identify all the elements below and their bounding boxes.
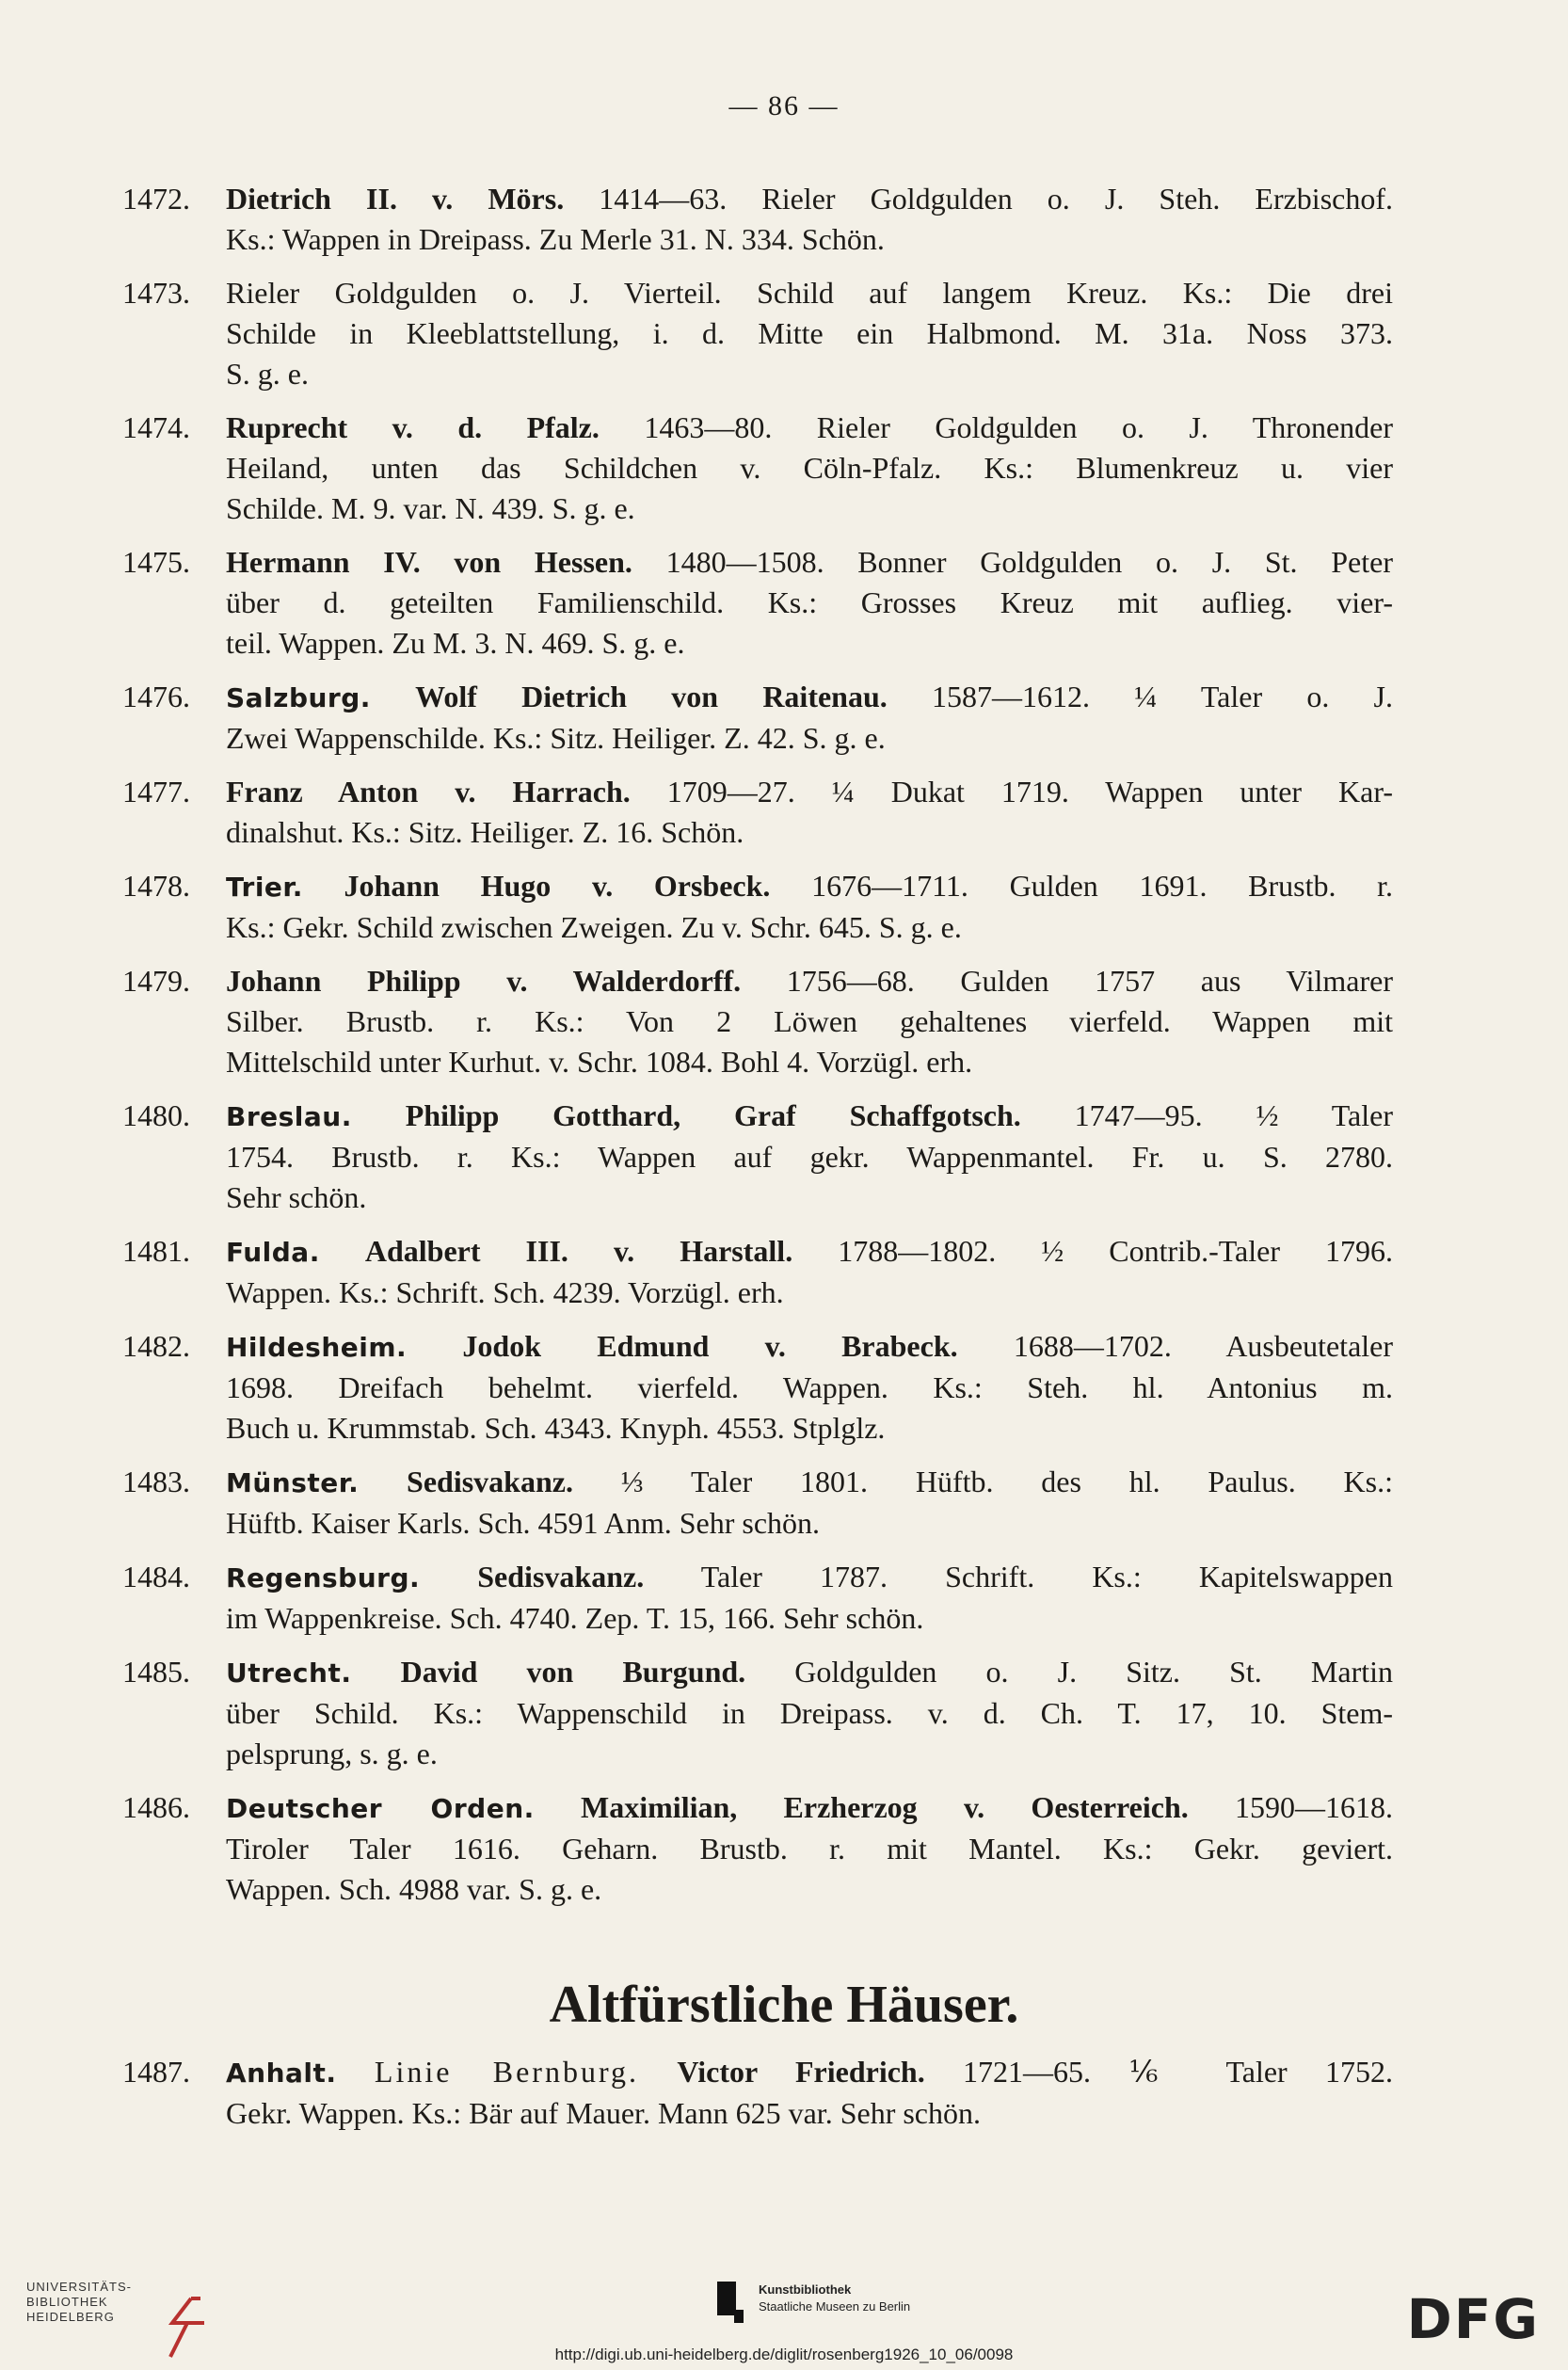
entry-ruler: Philipp Gotthard, Graf Schaffgotsch. xyxy=(405,1098,1021,1132)
entry-segment: Goldgulden o. J. Sitz. St. Martin xyxy=(745,1655,1394,1689)
entry-segment: 1414—63. Rieler Goldgulden o. J. Steh. Erzbischof. xyxy=(564,182,1394,216)
entry-segment: Sehr schön. xyxy=(226,1180,367,1214)
entry-ruler: Dietrich II. v. Mörs. xyxy=(226,182,565,216)
entry-ruler: Victor Friedrich. xyxy=(677,2055,925,2089)
kunstbibliothek-logo[interactable] xyxy=(717,2280,981,2327)
catalogue-entry xyxy=(122,1462,1393,1544)
entry-line xyxy=(226,866,1393,907)
entry-place: Hildesheim. xyxy=(226,1332,408,1363)
entry-line xyxy=(226,2052,1393,2093)
entry-segment: Silber. Brustb. r. Ks.: Von 2 Löwen gehaltenes vierfeld. Wappen mit xyxy=(226,1004,1393,1038)
entry-segment: Zwei Wappenschilde. Ks.: Sitz. Heiliger. Z. 42. S. g. e. xyxy=(226,721,886,755)
entry-ruler: Wolf Dietrich von Raitenau. xyxy=(415,680,888,713)
entry-segment: Mittelschild unter Kurhut. v. Schr. 1084. Bohl 4. Vorzügl. erh. xyxy=(226,1045,973,1079)
catalogue-entry xyxy=(122,1787,1393,1910)
entry-line xyxy=(226,718,1393,759)
entry-segment: über d. geteilten Familienschild. Ks.: Grosses Kreuz mit auflieg. vier- xyxy=(226,585,1393,619)
entry-line xyxy=(226,1598,1393,1639)
entry-text xyxy=(226,1096,1393,1218)
entry-segment: 1709—27. ¼ Dukat 1719. Wappen unter Kar- xyxy=(630,775,1394,809)
uni-line: HEIDELBERG xyxy=(26,2310,115,2324)
entry-line xyxy=(226,583,1393,623)
entry-line xyxy=(226,1326,1393,1368)
entry-segment: pelsprung, s. g. e. xyxy=(226,1737,438,1770)
entry-segment: Buch u. Krummstab. Sch. 4343. Knyph. 4553. Stplglz. xyxy=(226,1411,886,1445)
dfg-logo[interactable]: DFG xyxy=(1406,2287,1540,2351)
entry-text xyxy=(226,1462,1393,1544)
entry-line xyxy=(226,1503,1393,1544)
entry-line xyxy=(226,1462,1393,1503)
entry-line xyxy=(226,1231,1393,1273)
entry-ruler: Hermann IV. von Hessen. xyxy=(226,545,632,579)
entry-segment: Hüftb. Kaiser Karls. Sch. 4591 Anm. Sehr schön. xyxy=(226,1506,821,1540)
entry-line xyxy=(226,961,1393,1001)
entry-number: 1475. xyxy=(122,545,190,579)
entry-place: Breslau. xyxy=(226,1101,352,1132)
entry-ruler: David von Burgund. xyxy=(400,1655,746,1689)
entry-line xyxy=(226,907,1393,948)
entry-segment: ⅓ Taler 1801. Hüftb. des hl. Paulus. Ks.: xyxy=(572,1465,1394,1498)
entry-segment: 1676—1711. Gulden 1691. Brustb. r. xyxy=(770,869,1394,903)
entry-text xyxy=(226,677,1393,759)
entry-line xyxy=(226,2093,1393,2134)
entry-segment: 1747—95. ½ Taler xyxy=(1020,1098,1394,1132)
entry-segment xyxy=(639,2055,677,2089)
entry-ruler: Johann Hugo v. Orsbeck. xyxy=(344,869,771,903)
catalogue-entry xyxy=(122,408,1393,529)
entry-line xyxy=(226,1001,1393,1042)
entry-line xyxy=(226,1869,1393,1910)
entry-number: 1483. xyxy=(122,1465,190,1498)
entry-segment: 1756—68. Gulden 1757 aus Vilmarer xyxy=(741,964,1394,998)
entry-text xyxy=(226,179,1393,260)
entry-segment: dinalshut. Ks.: Sitz. Heiliger. Z. 16. Schön. xyxy=(226,815,744,849)
entry-spaced: Linie Bernburg. xyxy=(374,2055,640,2089)
entry-text xyxy=(226,1231,1393,1313)
entry-line xyxy=(226,448,1393,488)
entry-segment: 1688—1702. Ausbeutetaler xyxy=(957,1329,1394,1363)
entry-ruler: Jodok Edmund v. Brabeck. xyxy=(462,1329,958,1363)
entry-segment: im Wappenkreise. Sch. 4740. Zep. T. 15, 166. Sehr schön. xyxy=(226,1601,924,1635)
source-url[interactable]: http://digi.ub.uni-heidelberg.de/diglit/rosenberg1926_10_06/0098 xyxy=(554,2346,1014,2363)
entry-segment: 1590—1618. xyxy=(1188,1790,1394,1824)
entry-line xyxy=(226,1652,1393,1693)
entry-line xyxy=(226,677,1393,718)
entry-place: Deutscher Orden. xyxy=(226,1793,535,1824)
entry-segment: S. g. e. xyxy=(226,357,309,391)
entry-line xyxy=(226,313,1393,354)
entry-number: 1476. xyxy=(122,680,190,713)
catalogue-entries xyxy=(122,179,1393,1923)
entry-line xyxy=(226,354,1393,394)
uni-line: BIBLIOTHEK xyxy=(26,2295,108,2309)
entry-text xyxy=(226,2052,1393,2134)
entry-segment: 1587—1612. ¼ Taler o. J. xyxy=(887,680,1394,713)
entry-segment: teil. Wappen. Zu M. 3. N. 469. S. g. e. xyxy=(226,626,685,660)
entry-ruler: Sedisvakanz. xyxy=(407,1465,573,1498)
entry-line xyxy=(226,179,1393,219)
entry-line xyxy=(226,219,1393,260)
entry-place: Trier. xyxy=(226,872,303,903)
entry-segment: 1463—80. Rieler Goldgulden o. J. Thronender xyxy=(599,410,1394,444)
catalogue-entry xyxy=(122,1326,1393,1449)
catalogue-entry xyxy=(122,772,1393,853)
entry-line xyxy=(226,812,1393,853)
entry-place: Münster. xyxy=(226,1467,360,1498)
entry-segment xyxy=(420,1560,477,1593)
kb-subtitle: Staatliche Museen zu Berlin xyxy=(759,2299,911,2314)
entry-text xyxy=(226,772,1393,853)
university-library-logo[interactable] xyxy=(26,2280,215,2336)
entry-segment: Wappen. Ks.: Schrift. Sch. 4239. Vorzügl. erh. xyxy=(226,1275,784,1309)
entry-segment xyxy=(535,1790,581,1824)
entry-line xyxy=(226,1042,1393,1082)
entry-text xyxy=(226,408,1393,529)
entry-place: Salzburg. xyxy=(226,682,371,713)
entry-segment xyxy=(352,1098,406,1132)
entry-segment: Schilde in Kleeblattstellung, i. d. Mitte ein Halbmond. M. 31a. Noss 373. xyxy=(226,316,1393,350)
kunstbibliothek-emblem-icon xyxy=(717,2282,744,2323)
entry-number: 1481. xyxy=(122,1234,190,1268)
catalogue-entry xyxy=(122,1557,1393,1639)
entry-line xyxy=(226,1096,1393,1137)
entry-segment: Ks.: Wappen in Dreipass. Zu Merle 31. N. 334. Schön. xyxy=(226,222,885,256)
catalogue-entry xyxy=(122,2052,1393,2134)
entry-text xyxy=(226,1326,1393,1449)
entry-text xyxy=(226,542,1393,664)
entry-line xyxy=(226,772,1393,812)
catalogue-entry xyxy=(122,866,1393,948)
entry-line xyxy=(226,488,1393,529)
entry-number: 1479. xyxy=(122,964,190,998)
entry-number: 1478. xyxy=(122,869,190,903)
entry-segment: Gekr. Wappen. Ks.: Bär auf Mauer. Mann 625 var. Sehr schön. xyxy=(226,2096,981,2130)
entry-segment xyxy=(303,869,344,903)
entry-segment xyxy=(351,1655,400,1689)
entry-line xyxy=(226,542,1393,583)
entry-number: 1482. xyxy=(122,1329,190,1363)
catalogue-entry xyxy=(122,1231,1393,1313)
catalogue-entry xyxy=(122,542,1393,664)
catalogue-entry xyxy=(122,273,1393,394)
entry-segment: Heiland, unten das Schildchen v. Cöln-Pfalz. Ks.: Blumenkreuz u. vier xyxy=(226,451,1393,485)
entry-segment: 1754. Brustb. r. Ks.: Wappen auf gekr. Wappenmantel. Fr. u. S. 2780. xyxy=(226,1140,1393,1174)
entry-text xyxy=(226,961,1393,1082)
entry-segment: 1480—1508. Bonner Goldgulden o. J. St. Peter xyxy=(632,545,1393,579)
entry-place: Utrecht. xyxy=(226,1657,352,1689)
entry-line xyxy=(226,623,1393,664)
entry-number: 1474. xyxy=(122,410,190,444)
entry-line xyxy=(226,1787,1393,1829)
entry-text xyxy=(226,1652,1393,1774)
entry-line xyxy=(226,1273,1393,1313)
entry-line xyxy=(226,1557,1393,1598)
entry-segment: Wappen. Sch. 4988 var. S. g. e. xyxy=(226,1872,602,1906)
entry-line xyxy=(226,408,1393,448)
entry-segment xyxy=(320,1234,365,1268)
entry-number: 1486. xyxy=(122,1790,190,1824)
kb-name: Kunstbibliothek xyxy=(759,2282,852,2297)
entry-segment: 1721—65. ⅙ Taler 1752. xyxy=(924,2055,1394,2089)
entry-number: 1487. xyxy=(122,2055,190,2089)
entry-text xyxy=(226,1557,1393,1639)
entry-number: 1484. xyxy=(122,1560,190,1593)
entry-number: 1480. xyxy=(122,1098,190,1132)
entry-ruler: Maximilian, Erzherzog v. Oesterreich. xyxy=(581,1790,1189,1824)
entry-line xyxy=(226,1693,1393,1734)
entry-segment: Tiroler Taler 1616. Geharn. Brustb. r. mit Mantel. Ks.: Gekr. geviert. xyxy=(226,1832,1393,1866)
entry-segment xyxy=(337,2055,375,2089)
section-heading: Altfürstliche Häuser. xyxy=(549,1976,1019,2034)
entry-ruler: Franz Anton v. Harrach. xyxy=(226,775,631,809)
entry-segment xyxy=(359,1465,407,1498)
entry-segment: Taler 1787. Schrift. Ks.: Kapitelswappen xyxy=(644,1560,1394,1593)
entry-segment: Rieler Goldgulden o. J. Vierteil. Schild auf langem Kreuz. Ks.: Die drei xyxy=(226,276,1393,310)
catalogue-entry xyxy=(122,961,1393,1082)
uni-line: UNIVERSITÄTS- xyxy=(26,2280,132,2294)
entry-segment: 1788—1802. ½ Contrib.-Taler 1796. xyxy=(792,1234,1394,1268)
entry-segment xyxy=(371,680,415,713)
entry-line xyxy=(226,1734,1393,1774)
entry-ruler: Ruprecht v. d. Pfalz. xyxy=(226,410,600,444)
entry-ruler: Johann Philipp v. Walderdorff. xyxy=(226,964,742,998)
entry-line xyxy=(226,1177,1393,1218)
catalogue-entry xyxy=(122,1096,1393,1218)
catalogue-entries-section-2 xyxy=(122,2052,1393,2147)
page-number: — 86 — xyxy=(728,90,840,121)
entry-text xyxy=(226,273,1393,394)
entry-segment: über Schild. Ks.: Wappenschild in Dreipass. v. d. Ch. T. 17, 10. Stem- xyxy=(226,1696,1393,1730)
catalogue-entry xyxy=(122,677,1393,759)
entry-ruler: Adalbert III. v. Harstall. xyxy=(364,1234,793,1268)
entry-number: 1473. xyxy=(122,276,190,310)
entry-text xyxy=(226,866,1393,948)
entry-line xyxy=(226,1137,1393,1177)
entry-line xyxy=(226,273,1393,313)
entry-number: 1485. xyxy=(122,1655,190,1689)
catalogue-entry xyxy=(122,1652,1393,1774)
entry-place: Fulda. xyxy=(226,1237,320,1268)
entry-segment: Schilde. M. 9. var. N. 439. S. g. e. xyxy=(226,491,635,525)
entry-line xyxy=(226,1368,1393,1408)
entry-place: Regensburg. xyxy=(226,1562,421,1593)
entry-number: 1477. xyxy=(122,775,190,809)
entry-place: Anhalt. xyxy=(226,2058,337,2089)
entry-segment: Ks.: Gekr. Schild zwischen Zweigen. Zu v. Schr. 645. S. g. e. xyxy=(226,910,962,944)
entry-ruler: Sedisvakanz. xyxy=(477,1560,645,1593)
entry-line xyxy=(226,1408,1393,1449)
entry-segment xyxy=(407,1329,462,1363)
entry-number: 1472. xyxy=(122,182,190,216)
entry-segment: 1698. Dreifach behelmt. vierfeld. Wappen. Ks.: Steh. hl. Antonius m. xyxy=(226,1370,1393,1404)
footer xyxy=(0,2259,1568,2370)
entry-line xyxy=(226,1829,1393,1869)
entry-text xyxy=(226,1787,1393,1910)
catalogue-entry xyxy=(122,179,1393,260)
